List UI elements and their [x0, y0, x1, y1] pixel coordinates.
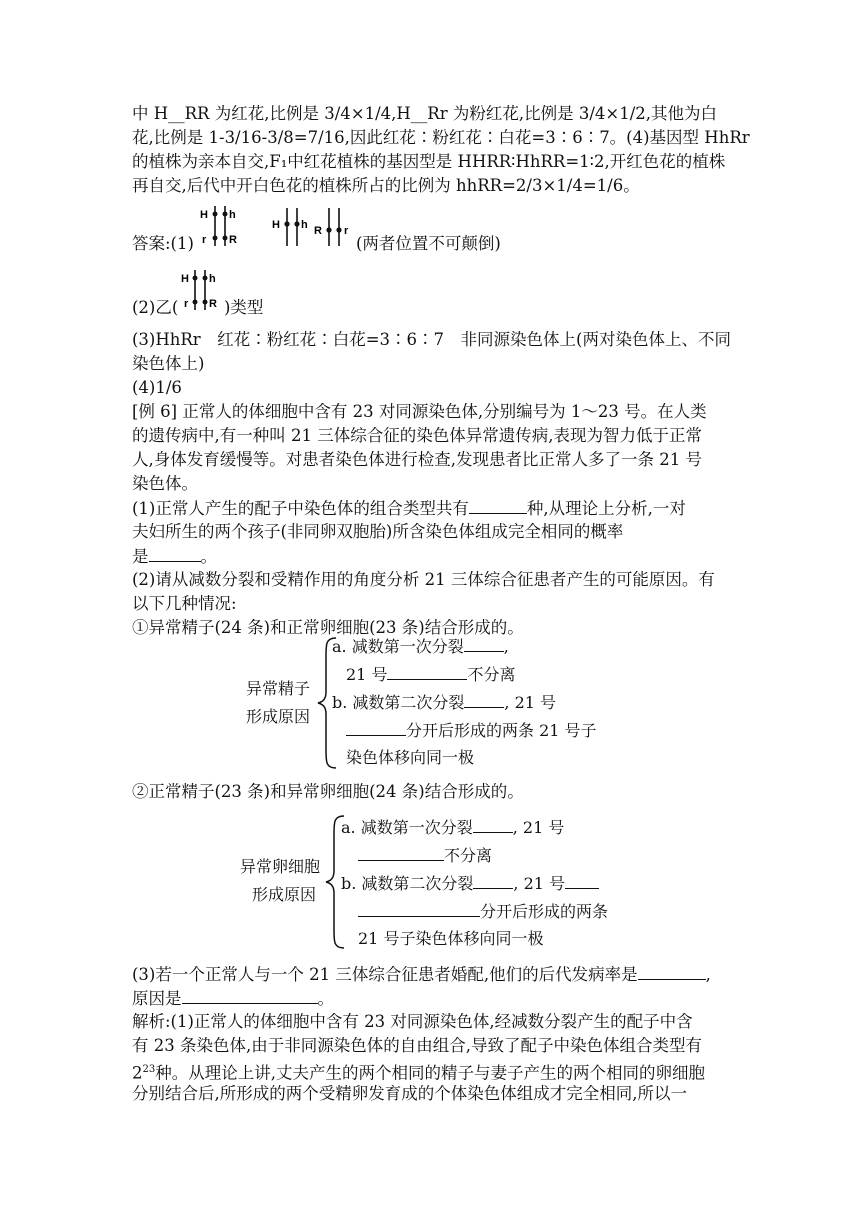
text: 。 [317, 989, 334, 1008]
text: 。 [200, 547, 217, 566]
chromosome-diagram-3 [176, 268, 222, 312]
text-line: 分别结合后,所形成的两个受精卵发育成的个体染色体组成才完全相同,所以一 [132, 1084, 687, 1103]
superscript: 23 [142, 1064, 156, 1075]
diagram2-line [341, 871, 599, 896]
text-line: (2)请从减数分裂和受精作用的角度分析 21 三体综合征患者产生的可能原因。有 [132, 570, 715, 589]
text: 不分离 [444, 846, 493, 865]
allele-h: h [301, 219, 308, 231]
text: a. 减数第一次分裂 [332, 637, 464, 656]
answer-blank[interactable] [464, 690, 504, 708]
allele-H: H [200, 209, 208, 221]
chromosome-diagram-2 [270, 204, 354, 248]
question-1-line [132, 496, 686, 521]
answer-blank[interactable] [149, 544, 201, 562]
text-line: 有 23 条染色体,由于非同源染色体的自由组合,导致了配子中染色体组合类型有 [132, 1036, 702, 1055]
text-line: 中 H__RR 为红花,比例是 3/4×1/4,H__Rr 为粉红花,比例是 3/4×1/2,其他为白 [132, 104, 718, 123]
diagram2-line: 21 号子染色体移向同一极 [358, 929, 544, 948]
allele-h: h [209, 273, 216, 285]
text-line: 染色体。 [132, 474, 198, 493]
text-line: 染色体上) [132, 354, 205, 373]
text-line: 解析:(1)正常人的体细胞中含有 23 对同源染色体,经减数分裂产生的配子中含 [132, 1012, 693, 1031]
answer-blank[interactable] [565, 871, 599, 889]
text: 是 [132, 547, 149, 566]
allele-H: H [181, 273, 189, 285]
text-line: 的植株为亲本自交,F₁中红花植株的基因型是 HHRR∶HhRR=1∶2,开红色花的植株 [132, 152, 726, 171]
text: b. 减数第二次分裂 [332, 693, 465, 712]
answer-note: (两者位置不可颠倒) [356, 234, 501, 253]
allele-R: R [209, 298, 217, 310]
text: (1)正常人产生的配子中染色体的组合类型共有 [132, 499, 469, 518]
allele-h: h [229, 209, 236, 221]
answer-label: 答案:(1) [132, 234, 194, 253]
text: b. 减数第二次分裂 [341, 874, 474, 893]
text-line: 再自交,后代中开白色花的植株所占的比例为 hhRR=2/3×1/4=1/6。 [132, 176, 640, 195]
diagram1-line: 染色体移向同一极 [346, 748, 475, 767]
answer-blank[interactable] [469, 496, 527, 514]
text: , 21 号 [504, 693, 557, 712]
question-3-line [132, 986, 334, 1011]
text: 原因是 [132, 989, 182, 1008]
diagram2-line [358, 899, 608, 924]
answer-2-suffix: )类型 [224, 298, 264, 317]
text: 种。从理论上讲,丈夫产生的两个相同的精子与妻子产生的两个相同的卵细胞 [155, 1063, 705, 1083]
diagram2-label: 形成原因 [252, 885, 317, 904]
answer-blank[interactable] [358, 843, 444, 861]
text-line: 夫妇所生的两个孩子(非同卵双胞胎)所含染色体组成完全相同的概率 [132, 522, 624, 541]
diagram1-line [332, 690, 556, 715]
answer-blank[interactable] [346, 718, 406, 736]
diagram2-label: 异常卵细胞 [240, 857, 321, 876]
text: , 21 号 [513, 874, 566, 893]
text: , 21 号 [512, 818, 565, 837]
question-1-line [132, 544, 217, 569]
text: 分开后形成的两条 [480, 902, 609, 921]
text: 分开后形成的两条 21 号子 [406, 721, 597, 740]
answer-blank[interactable] [473, 815, 513, 833]
allele-r: r [344, 225, 349, 237]
diagram1-line [346, 718, 597, 743]
text: a. 减数第一次分裂 [341, 818, 473, 837]
allele-R: R [229, 234, 237, 246]
diagram1-line [346, 662, 515, 687]
answer-blank[interactable] [182, 986, 318, 1004]
answer-blank[interactable] [464, 634, 504, 652]
text: , [503, 637, 509, 656]
text-line: 以下几种情况: [132, 594, 237, 613]
allele-H: H [272, 219, 280, 231]
text-line: (4)1/6 [132, 378, 182, 397]
diagram1-label: 异常精子 [246, 679, 311, 698]
text-line: 花,比例是 1-3/16-3/8=7/16,因此红花∶粉红花∶白花=3∶6∶7。(4)基因型 HhRr [132, 128, 750, 147]
text-line: ②正常精子(23 条)和异常卵细胞(24 条)结合形成的。 [132, 782, 524, 801]
allele-r: r [184, 298, 189, 310]
diagram2-line [341, 815, 564, 840]
text-line: ①异常精子(24 条)和正常卵细胞(23 条)结合形成的。 [132, 618, 524, 637]
answer-blank[interactable] [387, 662, 467, 680]
answer-blank[interactable] [473, 871, 513, 889]
text-line: 人,身体发育缓慢等。对患者染色体进行检查,发现患者比正常人多了一条 21 号 [132, 450, 702, 469]
text: (3)若一个正常人与一个 21 三体综合征患者婚配,他们的后代发病率是 [132, 965, 638, 984]
text-line: (3)HhRr 红花∶粉红花∶白花=3∶6∶7 非同源染色体上(两对染色体上、不同 [132, 330, 731, 349]
allele-R: R [314, 225, 322, 237]
text-line: 的遗传病中,有一种叫 21 三体综合征的染色体异常遗传病,表现为智力低于正常 [132, 426, 702, 445]
answer-blank[interactable] [638, 962, 706, 980]
text-line: [例 6] 正常人的体细胞中含有 23 对同源染色体,分别编号为 1～23 号。在人类 [132, 402, 707, 421]
answer-blank[interactable] [358, 899, 480, 917]
chromosome-diagram-1 [198, 204, 244, 248]
text: 种,从理论上分析,一对 [526, 499, 686, 518]
answer-2-prefix: (2)乙( [132, 298, 179, 317]
diagram1-label: 形成原因 [246, 707, 311, 726]
text: 2 [132, 1063, 143, 1083]
diagram1-line [332, 634, 509, 659]
text: 21 号 [346, 665, 388, 684]
allele-r: r [202, 234, 207, 246]
diagram2-line [358, 843, 492, 868]
question-3-line [132, 962, 711, 987]
text: 不分离 [467, 665, 516, 684]
text: , [705, 965, 711, 984]
